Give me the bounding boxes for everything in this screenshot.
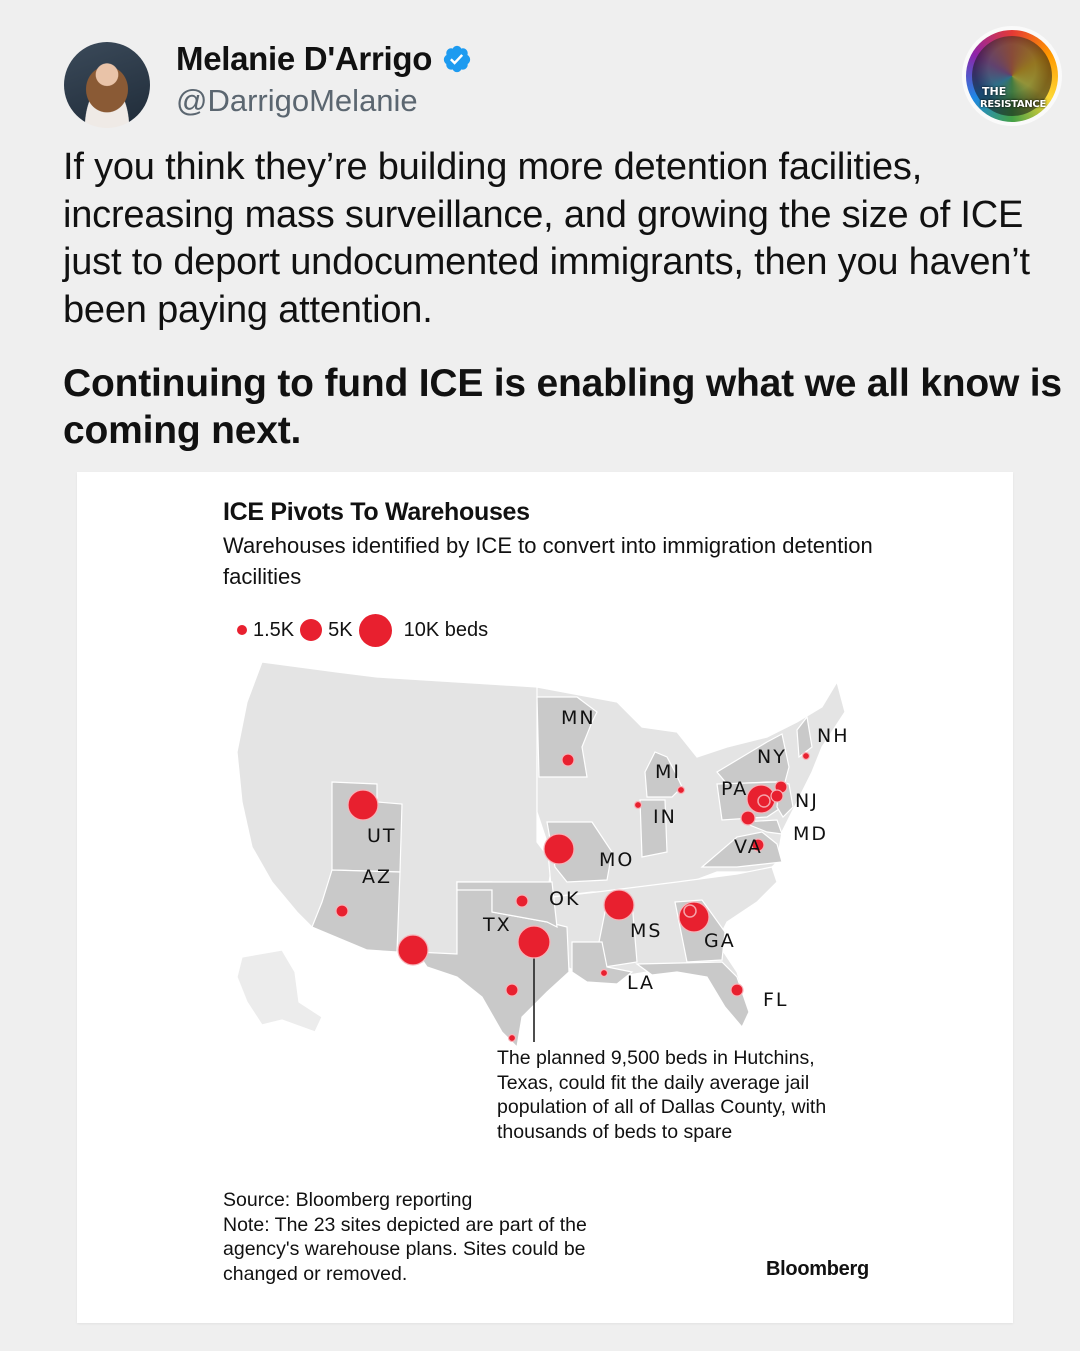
state-label-nh: NH <box>817 725 850 747</box>
site-bubble-nh <box>803 753 810 760</box>
state-label-nj: NJ <box>795 790 819 812</box>
verified-badge-icon <box>442 44 472 74</box>
chart-image-card[interactable] <box>77 472 1013 1323</box>
site-bubble-nj <box>771 790 783 802</box>
site-bubble-tx <box>518 926 550 958</box>
tweet-text-bold: Continuing to fund ICE is enabling what we all know is coming next. <box>63 362 1062 452</box>
site-bubble-mo <box>544 834 574 864</box>
note-text: Note: The 23 sites depicted are part of the agency's warehouse plans. Sites could be changed or removed. <box>223 1213 587 1285</box>
state-label-ms: MS <box>630 920 663 942</box>
tweet-text: If you think they’re building more detention facilities, increasing mass surveillance, and growing the size of ICE just to deport undocumented immigrants, then you haven’t been paying attention. <box>63 146 1030 331</box>
state-label-ut: UT <box>367 825 397 847</box>
chart-subtitle: Warehouses identified by ICE to convert into immigration detention facilities <box>223 533 873 589</box>
watermark-line2: RESISTANCE <box>980 99 1046 110</box>
state-label-mn: MN <box>561 707 596 729</box>
bloomberg-logo: Bloomberg <box>766 1258 869 1280</box>
site-bubble-tx <box>398 935 428 965</box>
legend-label: 5K <box>328 618 353 641</box>
state-label-va: VA <box>734 836 763 858</box>
state-label-az: AZ <box>362 866 393 888</box>
state-label-ny: NY <box>757 746 787 768</box>
author-name-row <box>176 40 472 78</box>
site-bubble-ms <box>604 890 634 920</box>
state-label-mo: MO <box>599 849 635 871</box>
chart-source-note <box>223 1188 663 1286</box>
us-map <box>77 472 1013 1092</box>
site-bubble-tx <box>509 1035 516 1042</box>
state-label-ok: OK <box>549 888 581 910</box>
author-handle[interactable]: @DarrigoMelanie <box>176 83 418 118</box>
site-bubble-in <box>635 802 642 809</box>
state-label-mi: MI <box>655 761 681 783</box>
state-label-md: MD <box>793 823 829 845</box>
site-bubble-pa <box>747 785 775 813</box>
state-label-ga: GA <box>704 930 736 952</box>
site-bubble-tx <box>506 984 518 996</box>
state-label-fl: FL <box>763 989 789 1011</box>
site-bubble-mi <box>678 787 685 794</box>
state-label-tx: TX <box>483 914 512 936</box>
state-label-pa: PA <box>721 778 749 800</box>
site-bubble-az <box>336 905 348 917</box>
hutchins-annotation: The planned 9,500 beds in Hutchins, Texas, could fit the daily average jail population of all of Dallas County, with thousands of beds to spare <box>497 1047 827 1143</box>
watermark-line1: THE <box>982 85 1007 98</box>
state-label-la: LA <box>627 972 656 994</box>
site-bubble-pa <box>741 811 755 825</box>
site-bubble-mn <box>562 754 574 766</box>
the-resistance-watermark <box>962 26 1062 126</box>
legend-label: 1.5K <box>253 618 295 641</box>
chart-title: ICE Pivots To Warehouses <box>223 498 530 526</box>
author-display-name[interactable]: Melanie D'Arrigo <box>176 40 433 77</box>
source-text: Source: Bloomberg reporting <box>223 1189 473 1211</box>
state-label-in: IN <box>653 806 677 828</box>
site-bubble-fl <box>731 984 743 996</box>
site-bubble-ut <box>348 790 378 820</box>
author-avatar[interactable] <box>64 42 150 128</box>
site-bubble-la <box>601 970 608 977</box>
site-bubble-ok <box>516 895 528 907</box>
legend-label: 10K beds <box>403 618 489 641</box>
